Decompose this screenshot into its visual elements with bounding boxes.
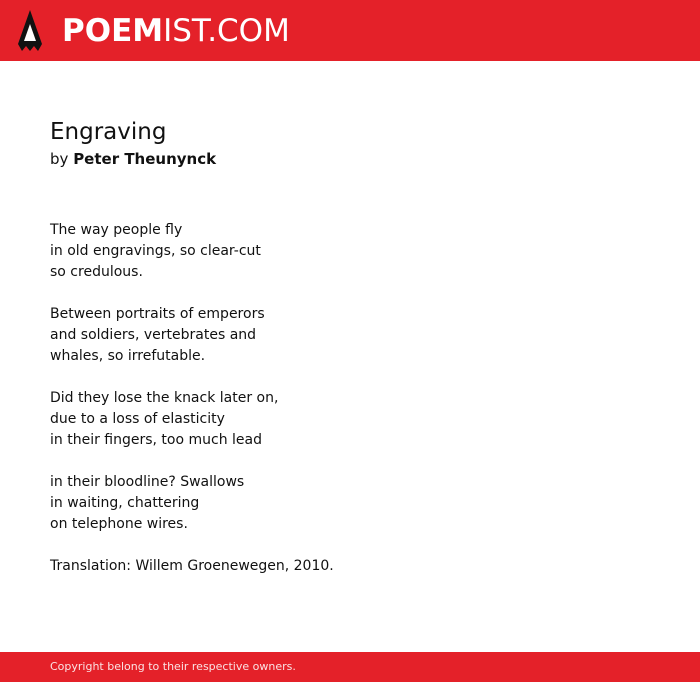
stanza-4 [50,472,650,535]
translation-credit: Translation: Willem Groenewegen, 2010. [50,558,334,574]
site-logo[interactable] [62,13,290,49]
poem-line: The way people fly [50,222,183,238]
byline-prefix: by [50,150,69,168]
stanza-2 [50,304,650,367]
logo-text-thin: IST.COM [163,13,290,49]
poem-line: due to a loss of elasticity [50,411,225,427]
copyright-notice: Copyright belong to their respective owners. [50,660,296,673]
poem-title: Engraving [50,119,167,145]
pencil-tip-icon[interactable] [17,10,43,52]
stanza-3 [50,388,650,451]
poem-line: Between portraits of emperors [50,306,265,322]
logo-text-bold: POEM [62,13,164,49]
poem-line: and soldiers, vertebrates and [50,327,257,343]
poem-line: on telephone wires. [50,516,188,532]
poem-container [50,116,650,577]
poem-line: so credulous. [50,264,143,280]
stanza-1 [50,220,650,283]
poem-line: in their fingers, too much lead [50,432,262,448]
site-header [0,0,700,61]
poem-line: in their bloodline? Swallows [50,474,245,490]
poem-author: Peter Theunynck [73,150,217,168]
poem-line: in old engravings, so clear-cut [50,243,261,259]
poem-byline [50,148,650,170]
poem-line: whales, so irrefutable. [50,348,206,364]
poem-line: Did they lose the knack later on, [50,390,279,406]
site-footer [0,652,700,682]
poem-body [50,220,650,577]
poem-line: in waiting, chattering [50,495,200,511]
